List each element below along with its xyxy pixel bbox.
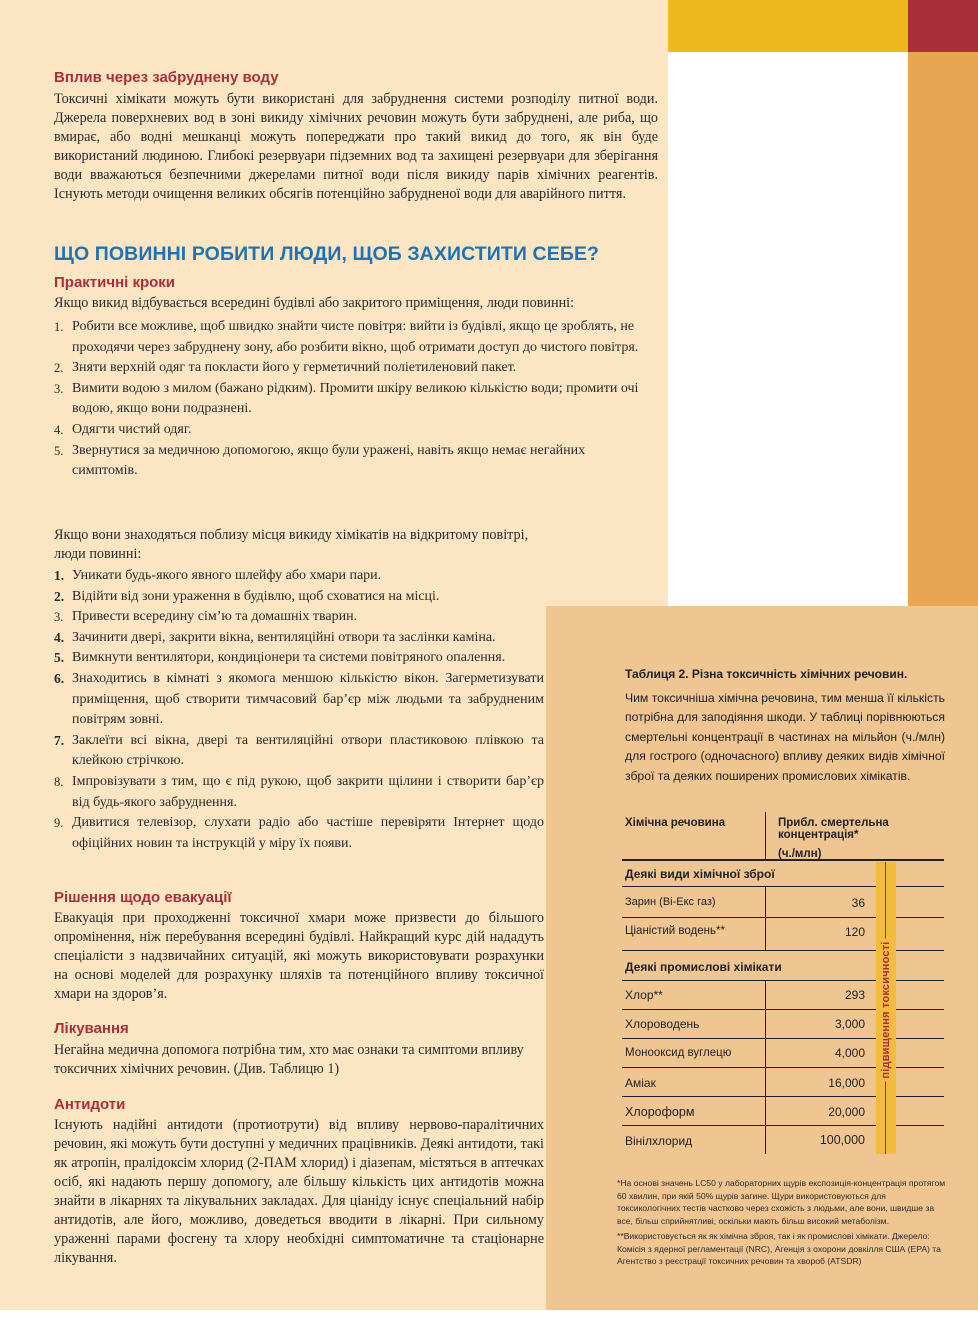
row-name-vinyl-chloride: Вінілхлорид: [625, 1134, 693, 1148]
decor-red-bar: [908, 0, 978, 52]
step-text: Зняти верхній одяг та покласти його у герметичний поліетиленовий пакет.: [72, 360, 517, 376]
step-text: Імпровізувати з тим, що є під рукою, щоб закрити щілини і створити бар’єр від будь-якого забруднення.: [72, 773, 544, 810]
practical-heading: Практичні кроки: [54, 274, 176, 291]
list-item: [54, 358, 654, 379]
treatment-text: Негайна медична допомога потрібна тим, хто має ознаки та симптоми впливу токсичних хімічних речовин. (Див. Таблицю 1): [54, 1042, 524, 1077]
list-item: [54, 731, 544, 772]
indoor-steps-list: [54, 317, 654, 482]
water-heading: Вплив через забруднену воду: [54, 69, 279, 86]
row-value-vinyl-chloride: 100,000: [819, 1133, 865, 1147]
outdoor-steps-list: [54, 566, 544, 854]
step-text: Відійти від зони ураження в будівлю, щоб сховатися на місці.: [72, 588, 440, 604]
practical-intro: Якщо викид відбувається всередині будівлі або закритого приміщення, люди повинні:: [54, 295, 575, 311]
step-text: Вимити водою з милом (бажано рідким). Промити шкіру великою кількістю води; промити очі водою, якщо вони подразнені.: [72, 380, 639, 417]
step-number: 2.: [54, 588, 65, 604]
step-number: 1.: [54, 320, 64, 334]
row-value-sarin: 36: [851, 896, 865, 910]
step-number: 5.: [54, 650, 65, 666]
antidotes-heading: Антидоти: [54, 1096, 126, 1113]
group-label-industrial: Деякі промислові хімікати: [625, 960, 782, 974]
evacuation-text: Евакуація при проходженні токсичної хмари може призвести до більшого опромінення, ніж перебування всередині будівлі. Найкращий курс дій нададуть спеціалісти з надзвичайних ситуацій, які можуть використовувати розрахунки на основі моделей для розрахунку шляхів та потенційного впливу токсичної хмари на здоров’я.: [54, 910, 544, 1002]
list-item: [54, 628, 544, 649]
toxicity-label: підвищення токсичності: [880, 938, 892, 1081]
row-name-sarin: Зарин (Ві-Екс газ): [625, 896, 716, 908]
decor-white-panel: [668, 52, 908, 612]
step-number: 3.: [54, 381, 64, 396]
step-text: Заклеїти всі вікна, двері та вентиляційні отвори пластиковою плівкою та клейкою стрічкою.: [72, 732, 544, 769]
list-item: [54, 441, 654, 482]
table-footnote-1: *На основі значень LC50 у лабораторних щурів експозиція-концентрація протягом 60 хвилин, при якій 50% щурів загине. Щури використовуються для токсикологічних тестів частково через схожість з людьми, але вони, швидше за все, більш сприйнятливі, оскільки мають більш високий метаболізм.: [617, 1178, 946, 1226]
row-value-chloroform: 20,000: [828, 1105, 865, 1119]
step-number: 4.: [54, 629, 65, 645]
row-value-hcl: 3,000: [834, 1017, 865, 1031]
row-name-ammonia: Аміак: [625, 1076, 656, 1090]
list-item: [54, 607, 544, 628]
row-name-hcl: Хлороводень: [625, 1017, 700, 1031]
table-description: Чим токсичніша хімічна речовина, тим менша її кількість потрібна для заподіяння шкоди. У таблиці порівнюються смертельні концентрації в частинах на мільйон (ч./млн) для гострого (одночасного) впливу деяких видів хімічної зброї та деяких поширених промислових хімікатів.: [625, 691, 945, 783]
table-header-rule: [622, 859, 944, 861]
step-number: 3.: [54, 610, 64, 625]
column-header-concentration-line2: концентрація*: [778, 829, 859, 841]
step-number: 6.: [54, 670, 65, 686]
list-item: [54, 669, 544, 731]
column-header-substance: Хімічна речовина: [625, 817, 726, 829]
step-text: Дивитися телевізор, слухати радіо або частіше перевіряти Інтернет щодо офіційних новин та інструкцій у міру їх появи.: [72, 815, 544, 851]
row-value-hcn: 120: [844, 925, 865, 939]
step-number: 7.: [54, 732, 65, 748]
table-title: Таблиця 2. Різна токсичність хімічних речовин.: [625, 667, 908, 681]
list-item: [54, 566, 544, 587]
row-name-chlorine: Хлор**: [625, 988, 663, 1002]
antidotes-text: Існують надійні антидоти (протиотрути) від впливу нервово-паралітичних речовин, які можуть бути доступні у медичних працівників. Деякі антидоти, такі як атропін, пралідоксім хлорид (2-ПАМ хлорид) і діазепам, містяться в аптечках осіб, які надають першу допомогу, але більшу кількість цих антидотів можна знайти в лікарнях та лікувальних закладах. Для ціаніду існує спеціальний набір антидотів, але його, можливо, доведеться вводити в лікарні. При сильному ураженні парами фосгену та хлору необхідні симптоматичне та стаціонарне лікування.: [54, 1117, 544, 1266]
column-divider: [765, 812, 766, 859]
step-number: 4.: [54, 422, 64, 437]
column-header-concentration-unit: (ч./млн): [778, 848, 822, 860]
row-value-ammonia: 16,000: [828, 1076, 865, 1090]
list-item: [54, 648, 512, 669]
step-text: Вимкнути вентилятори, кондиціонери та системи повітряного опалення.: [72, 650, 506, 666]
column-header-concentration-line1: Прибл. смертельна: [778, 817, 889, 829]
decor-yellow-bar: [668, 0, 908, 52]
group-label-weapons: Деякі види хімічної зброї: [625, 867, 775, 881]
step-number: 5.: [54, 443, 64, 458]
step-text: Привести всередину сім’ю та домашніх тварин.: [72, 609, 358, 625]
step-number: 8.: [54, 774, 64, 789]
step-text: Знаходитись в кімнаті з якомога меншою кількістю вікон. Загерметизувати приміщення, щоб створити тимчасовий бар’єр між людьми та забрудненим повітрям зовні.: [72, 670, 544, 728]
step-number: 1.: [54, 568, 65, 583]
step-text: Одягти чистий одяг.: [72, 421, 192, 437]
step-text: Звернутися за медичною допомогою, якщо були уражені, навіть якщо немає негайних симптомів.: [72, 442, 586, 479]
row-value-chlorine: 293: [844, 988, 865, 1002]
column-divider: [765, 886, 766, 950]
list-item: [54, 317, 654, 358]
treatment-heading: Лікування: [54, 1020, 129, 1037]
list-item: [54, 813, 544, 854]
outdoor-intro: Якщо вони знаходяться поблизу місця викиду хімікатів на відкритому повітрі, люди повинні:: [54, 527, 529, 562]
table-footnote-2: **Використовується як як хімічна зброя, так і як промислові хімікати. Джерело: Комісія з ядерної регламентації (NRC), Агенція з охорони довкілля США (EPA) та Агентство з реєстрації токсичних речовин та хвороб (ATSDR): [617, 1231, 941, 1267]
step-number: 9.: [54, 816, 64, 831]
main-heading: ЩО ПОВИННІ РОБИТИ ЛЮДИ, ЩОБ ЗАХИСТИТИ СЕБЕ?: [54, 243, 600, 265]
row-name-co: Монооксид вуглецю: [625, 1047, 732, 1059]
evacuation-heading: Рішення щодо евакуації: [54, 889, 232, 906]
list-item: [54, 379, 654, 420]
list-item: [54, 420, 654, 441]
row-name-chloroform: Хлороформ: [625, 1105, 695, 1119]
step-text: Робити все можливе, щоб швидко знайти чисте повітря: вийти із будівлі, якщо це зроблять, не проходячи через забруднену зону, або розбити вікно, щоб отримати доступ до чистого повітря.: [72, 319, 639, 355]
row-value-co: 4,000: [834, 1046, 865, 1060]
water-text: Токсичні хімікати можуть бути використані для забруднення системи розподілу питної води. Джерела поверхневих вод в зоні викиду хімічних речовин можуть бути забруднені, але риба, що вмирає, або водні мешканці можуть попереджати про такий викид до того, як він буде використаний людиною. Глибокі резервуари підземних вод та захищені резервуари для зберігання води вважаються безпечними джерелами питної води після викиду парів хімічних реагентів. Існують методи очищення великих обсягів потенційно забрудненої води для аварійного пиття.: [54, 91, 658, 202]
row-name-hcn: Ціаністий водень**: [625, 925, 725, 937]
decor-orange-bar: [908, 52, 978, 612]
step-text: Зачинити двері, закрити вікна, вентиляційні отвори та заслінки каміна.: [72, 629, 496, 645]
list-item: [54, 772, 544, 813]
step-number: 2.: [54, 361, 64, 376]
step-text: Уникати будь-якого явного шлейфу або хмари пари.: [72, 568, 382, 583]
list-item: [54, 587, 544, 608]
